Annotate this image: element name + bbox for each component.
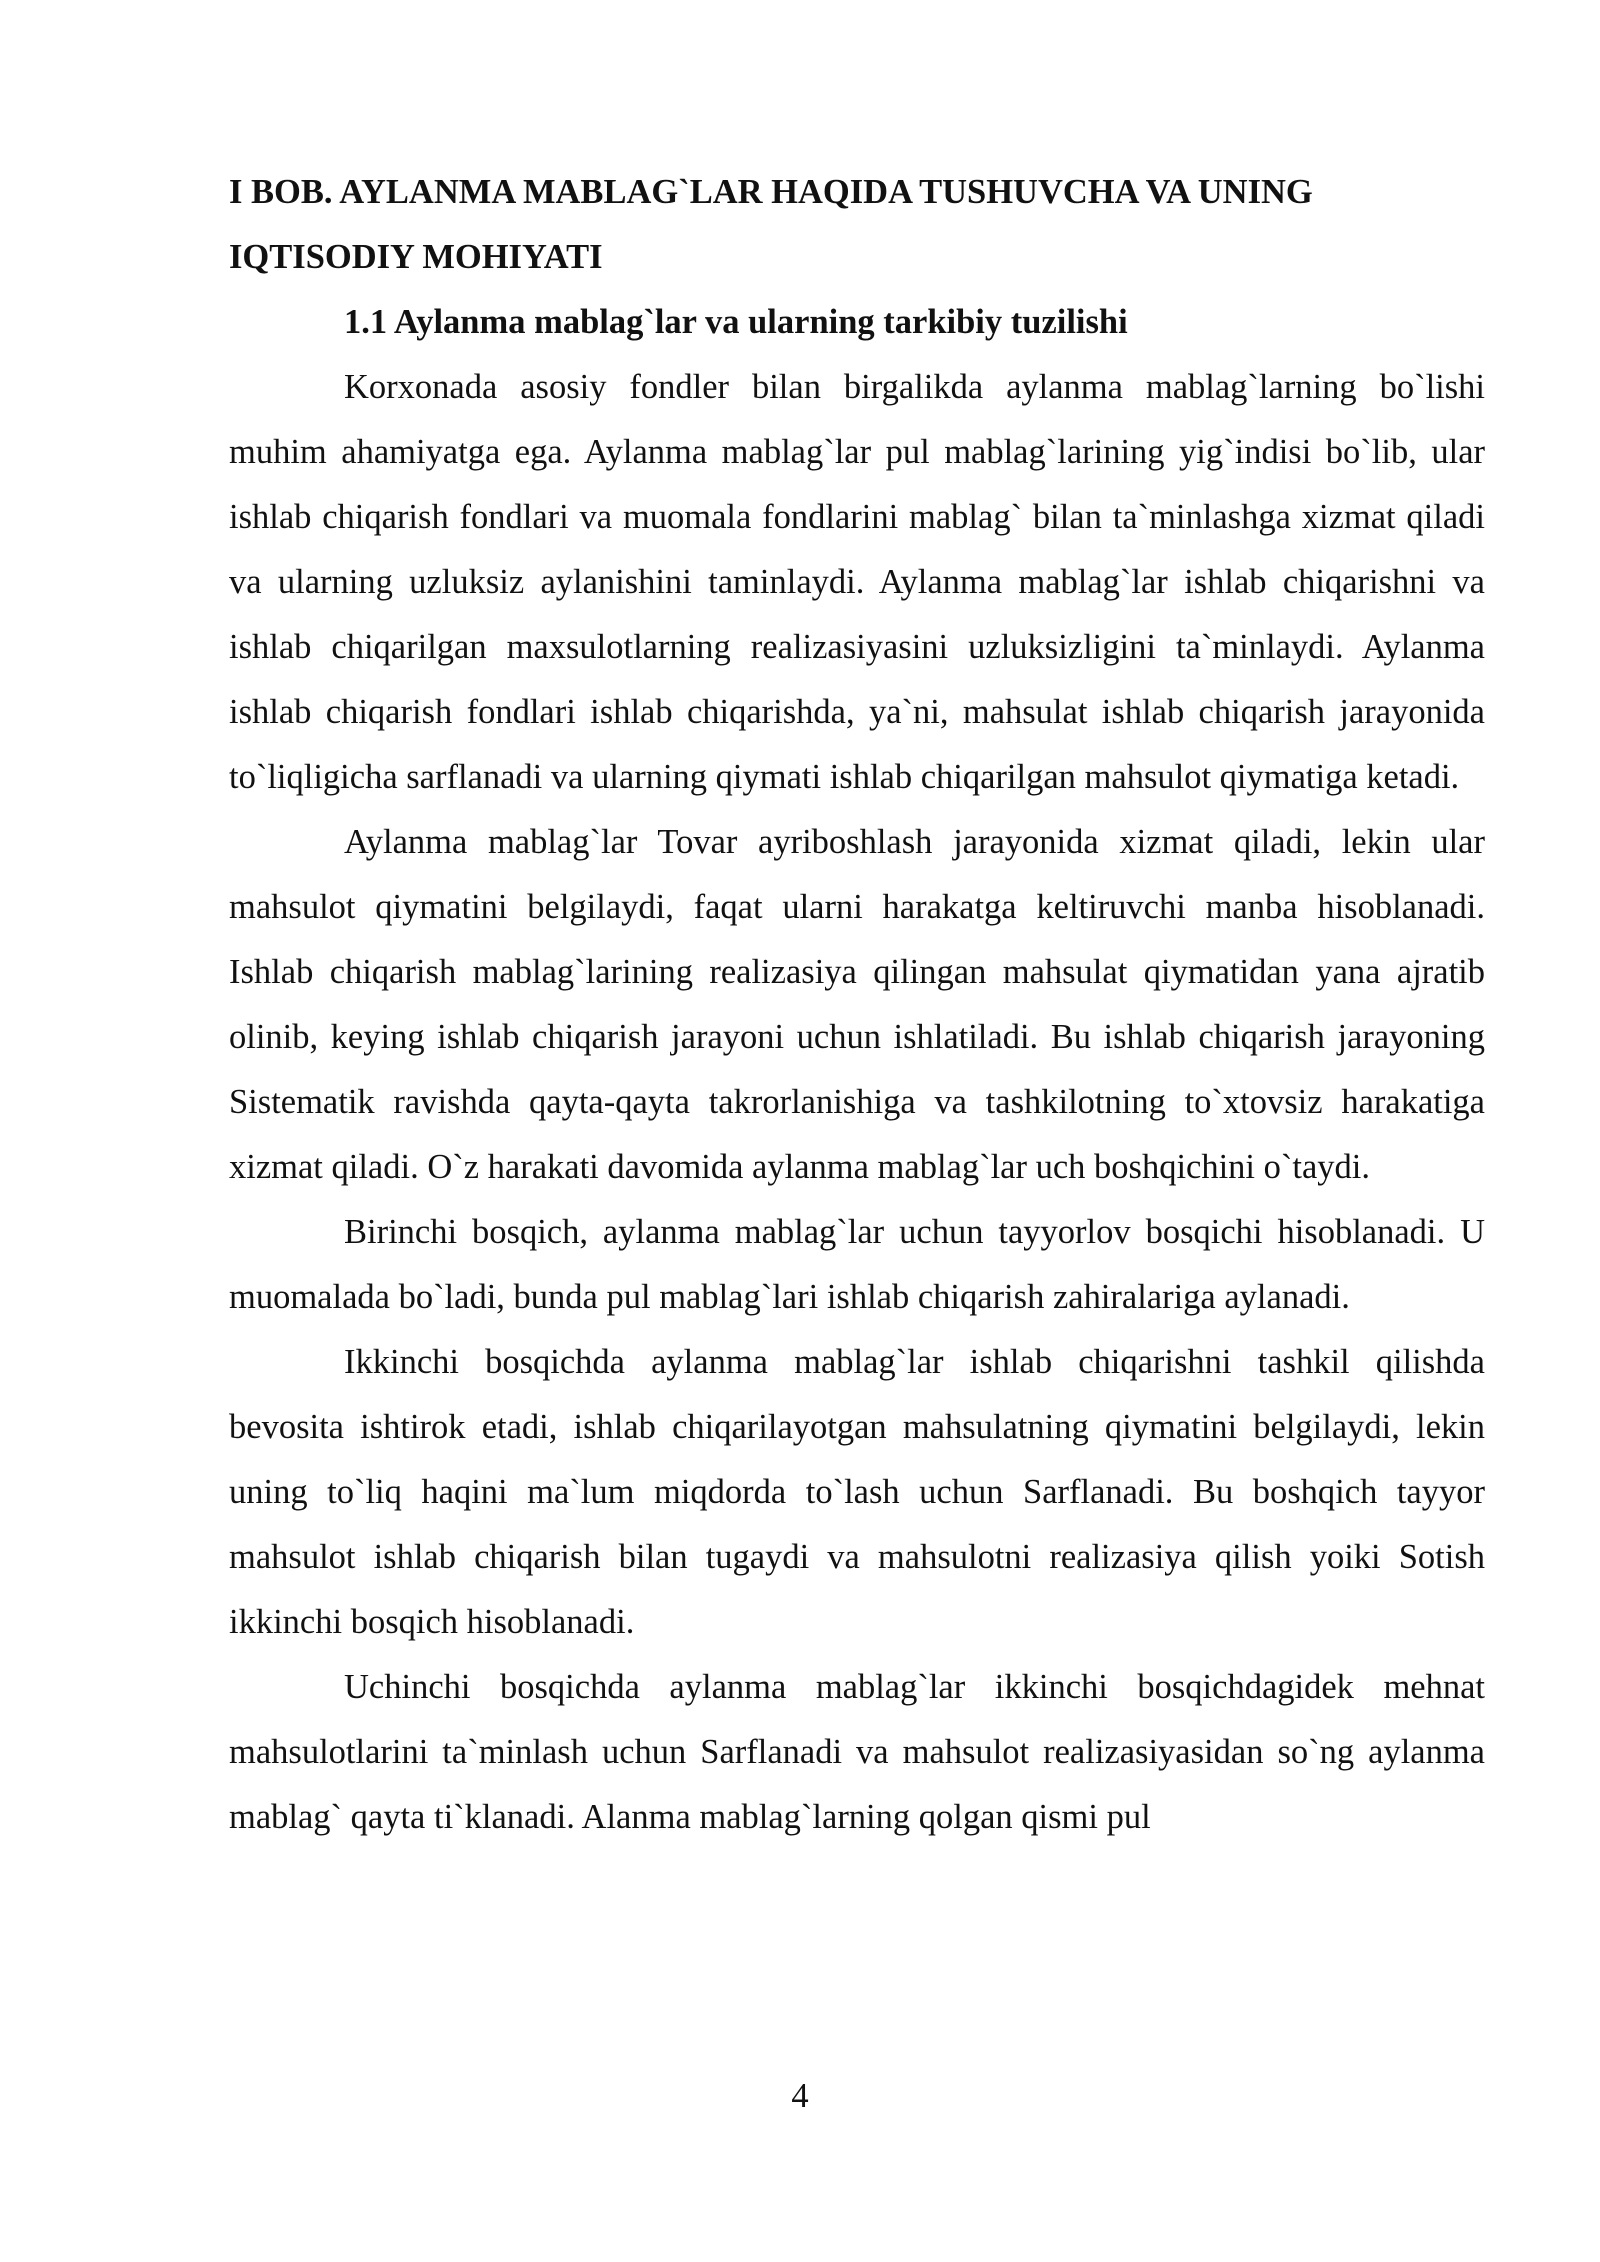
page-number: 4 <box>791 2077 809 2115</box>
chapter-title: I BOB. AYLANMA MABLAG`LAR HAQIDA TUSHUVCHA VA UNING IQTISODIY MOHIYATI <box>229 173 1313 276</box>
paragraph: Uchinchi bosqichda aylanma mablag`lar ikkinchi bosqichdagidek mehnat mahsulotlarini ta`minlash uchun Sarflanadi va mahsulot realizasiyasidan so`ng aylanma mablag` qayta ti`klanadi. Alanma mablag`larning qolgan qismi pul <box>229 1668 1485 1836</box>
paragraph: Korxonada asosiy fondler bilan birgalikda aylanma mablag`larning bo`lishi muhim ahamiyatga ega. Aylanma mablag`lar pul mablag`larining yig`indisi bo`lib, ular ishlab chiqarish fondlari va muomala fondlarini mablag` bilan ta`minlashga xizmat qiladi va ularning uzluksiz aylanishini taminlaydi. Aylanma mablag`lar ishlab chiqarishni va ishlab chiqarilgan maxsulotlarning realizasiyasini uzluksizligini ta`minlaydi. Aylanma ishlab chiqarish fondlari ishlab chiqarishda, ya`ni, mahsulat ishlab chiqarish jarayonida to`liqligicha sarflanadi va ularning qiymati ishlab chiqarilgan mahsulot qiymatiga ketadi. <box>229 368 1485 796</box>
paragraph: Birinchi bosqich, aylanma mablag`lar uchun tayyorlov bosqichi hisoblanadi. U muomalada bo`ladi, bunda pul mablag`lari ishlab chiqarish zahiralariga aylanadi. <box>229 1213 1485 1316</box>
page-content <box>229 160 1485 1850</box>
paragraph: Ikkinchi bosqichda aylanma mablag`lar ishlab chiqarishni tashkil qilishda bevosita ishtirok etadi, ishlab chiqarilayotgan mahsulatning qiymatini belgilaydi, lekin uning to`liq haqini ma`lum miqdorda to`lash uchun Sarflanadi. Bu boshqich tayyor mahsulot ishlab chiqarish bilan tugaydi va mahsulotni realizasiya qilish yoiki Sotish ikkinchi bosqich hisoblanadi. <box>229 1343 1485 1641</box>
section-title: 1.1 Aylanma mablag`lar va ularning tarkibiy tuzilishi <box>344 303 1128 341</box>
paragraph: Aylanma mablag`lar Tovar ayriboshlash jarayonida xizmat qiladi, lekin ular mahsulot qiymatini belgilaydi, faqat ularni harakatga keltiruvchi manba hisoblanadi. Ishlab chiqarish mablag`larining realizasiya qilingan mahsulat qiymatidan yana ajratib olinib, keying ishlab chiqarish jarayoni uchun ishlatiladi. Bu ishlab chiqarish jarayoning Sistematik ravishda qayta-qayta takrorlanishiga va tashkilotning to`xtovsiz harakatiga xizmat qiladi. O`z harakati davomida aylanma mablag`lar uch boshqichini o`taydi. <box>229 823 1485 1186</box>
